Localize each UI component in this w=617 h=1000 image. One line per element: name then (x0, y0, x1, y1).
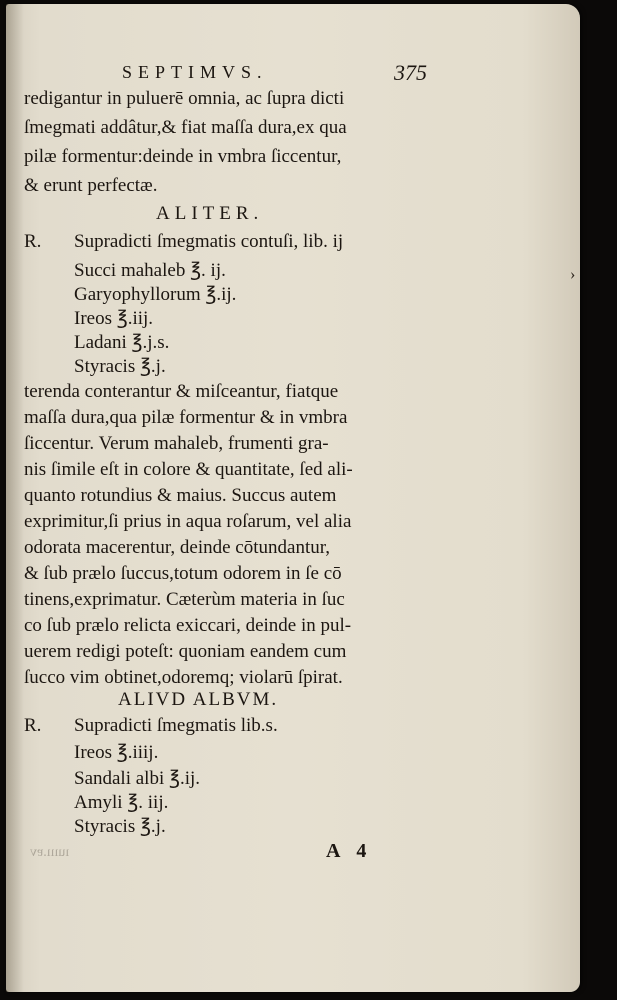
text-line: exprimitur,ſi prius in aqua roſarum, vel alia (24, 511, 352, 532)
ingredient-line: Ireos ℥.iiij. (74, 742, 159, 763)
recipe-mark: R. (24, 231, 42, 252)
page-header (122, 62, 452, 88)
ingredient-line: Ireos ℥.iij. (74, 308, 154, 329)
text-line: uerem redigi poteſt: quoniam eandem cum (24, 641, 347, 662)
text-line: tinens,exprimatur. Cæterùm materia in ſuc (24, 589, 345, 610)
text-line: & ſub prælo ſuccus,totum odorem in ſe cō (24, 563, 342, 584)
text-line: ſiccentur. Verum mahaleb, frumenti gra- (24, 433, 329, 454)
ingredient-line: Ladani ℥.j.s. (74, 332, 170, 353)
page-number: 375 (394, 60, 427, 85)
text-line: odorata macerentur, deinde cōtundantur, (24, 537, 331, 558)
margin-mark: › (570, 266, 576, 283)
ingredient-line: Amyli ℥. iij. (74, 792, 169, 813)
section-heading: ALITER. (156, 203, 264, 224)
running-title: SEPTIMVS. (122, 62, 268, 82)
ingredient-line: Garyophyllorum ℥.ij. (74, 284, 237, 305)
text-line: quanto rotundius & maius. Succus autem (24, 485, 337, 506)
text-line: co ſub prælo relicta exiccari, deinde in pul- (24, 615, 352, 636)
text-line: nis ſimile eſt in colore & quantitate, ſed ali- (24, 459, 353, 480)
text-line: maſſa dura,qua pilæ formentur & in vmbra (24, 407, 348, 428)
text-line: ſmegmati addâtur,& fiat maſſa dura,ex qua (24, 117, 347, 138)
bleed-through-ink: ıuııı.ɐv (30, 845, 70, 860)
ingredient-line: Sandali albi ℥.ij. (74, 768, 201, 789)
ingredient-line: Styracis ℥.j. (74, 356, 166, 377)
ingredient-line: Supradicti ſmegmatis contuſi, lib. ij (74, 231, 344, 252)
recipe-mark: R. (24, 715, 42, 736)
signature-mark: A 4 (326, 840, 373, 862)
text-line: terenda conterantur & miſceantur, fiatque (24, 381, 339, 402)
ingredient-line: Styracis ℥.j. (74, 816, 166, 837)
page-gutter-shadow (6, 4, 24, 992)
text-line: pilæ formentur:deinde in vmbra ſiccentur, (24, 146, 342, 167)
ingredient-line: Supradicti ſmegmatis lib.s. (74, 715, 278, 736)
text-line: ſucco vim obtinet,odoremq; violarū ſpirat. (24, 667, 343, 688)
text-line: & erunt perfectæ. (24, 175, 158, 196)
ingredient-line: Succi mahaleb ℥. ij. (74, 260, 226, 281)
section-heading: ALIVD ALBVM. (118, 689, 279, 710)
text-line: redigantur in puluerē omnia, ac ſupra dicti (24, 88, 345, 109)
